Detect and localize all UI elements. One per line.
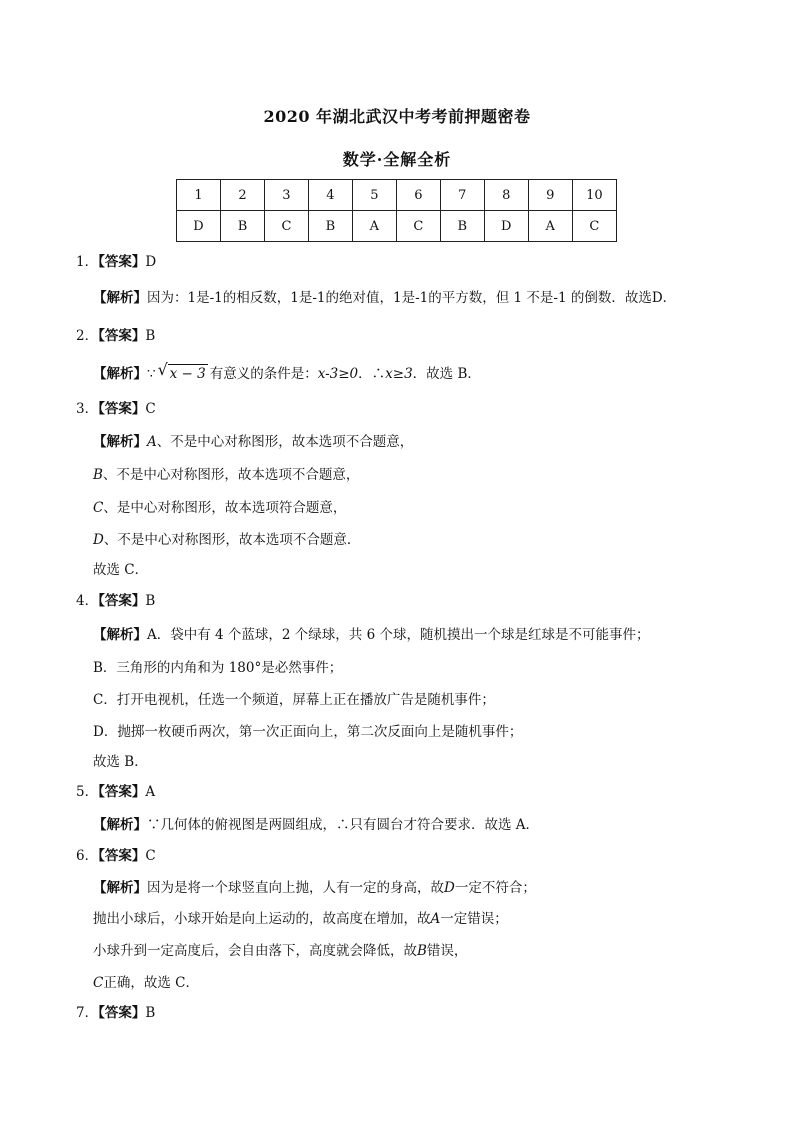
answer-label: 【答案】 — [98, 254, 146, 270]
option-letter: A — [430, 911, 441, 927]
answer-key-number-row — [177, 180, 617, 211]
inequality: x≥3 — [385, 366, 413, 382]
analysis-text: A．袋中有 4 个蓝球，2 个绿球，共 6 个球，随机摸出一个球是红球是不可能事件； — [147, 627, 650, 643]
question-number: 5． — [76, 784, 99, 800]
analysis-label: 【解析】 — [93, 880, 147, 896]
analysis-label: 【解析】 — [93, 817, 147, 833]
question-number: 7． — [76, 1005, 99, 1021]
q3-answer-line — [76, 400, 156, 418]
answer-value: C — [145, 401, 156, 417]
q4-answer-line — [76, 592, 155, 610]
q4-analysis-line: B．三角形的内角和为 180°是必然事件； — [93, 660, 343, 676]
analysis-label: 【解析】 — [93, 434, 147, 450]
option-letter: B — [93, 467, 103, 483]
document-subtitle: 数学·全解全析 — [342, 150, 452, 169]
analysis-text: 、不是中心对称图形，故本选项不合题意． — [103, 532, 361, 548]
option-letter: C — [93, 500, 104, 516]
q3-analysis-line — [93, 433, 413, 451]
analysis-text: 抛出小球后，小球开始是向上运动的，故高度在增加，故 — [93, 911, 431, 927]
answer-label: 【答案】 — [98, 848, 146, 864]
answer-value: D — [145, 254, 157, 270]
q4-analysis-line: C．打开电视机，任选一个频道，屏幕上正在播放广告是随机事件； — [93, 692, 495, 708]
q3-conclusion: 故选 C． — [93, 562, 149, 578]
q1-answer-line — [76, 253, 156, 271]
answer-label: 【答案】 — [98, 784, 146, 800]
option-letter: C — [93, 975, 104, 991]
analysis-text: 小球升到一定高度后，会自由落下，高度就会降低，故 — [93, 943, 417, 959]
q2-answer-line — [76, 327, 155, 345]
analysis-text: 有意义的条件是： — [209, 366, 318, 382]
q6-analysis-line — [93, 879, 536, 897]
answer-value: B — [145, 593, 156, 609]
q3-analysis-line — [93, 466, 359, 484]
analysis-text: 、不是中心对称图形，故本选项不合题意， — [102, 467, 360, 483]
answer-key-answer: D — [484, 211, 528, 242]
analysis-text: 一定不符合； — [454, 880, 536, 896]
answer-key-answer: C — [264, 211, 308, 242]
answer-label: 【答案】 — [98, 593, 146, 609]
analysis-label: 【解析】 — [93, 290, 147, 306]
because-symbol: ∵ — [147, 366, 156, 382]
q3-analysis-line — [93, 499, 346, 517]
answer-key-number: 3 — [264, 180, 308, 211]
q6-analysis-line — [93, 942, 467, 960]
answer-key-answer: A — [528, 211, 572, 242]
answer-key-answer: C — [396, 211, 440, 242]
answer-key-number: 1 — [177, 180, 221, 211]
question-number: 6． — [76, 848, 99, 864]
q6-answer-line — [76, 847, 156, 865]
analysis-text: 一定错误； — [440, 911, 508, 927]
analysis-text: 、是中心对称图形，故本选项符合题意， — [103, 500, 347, 516]
q5-analysis-line — [93, 816, 539, 834]
answer-key-table — [176, 179, 617, 242]
answer-key-answer: B — [308, 211, 352, 242]
answer-label: 【答案】 — [98, 401, 146, 417]
answer-key-answer: B — [220, 211, 264, 242]
answer-label: 【答案】 — [98, 328, 146, 344]
question-number: 4． — [76, 593, 99, 609]
analysis-text: ．∴ — [358, 366, 386, 382]
analysis-text: 错误， — [426, 943, 468, 959]
answer-key-number: 6 — [396, 180, 440, 211]
answer-key-number: 7 — [440, 180, 484, 211]
q1-analysis-line — [93, 289, 676, 307]
q4-analysis-line — [93, 626, 649, 644]
radical-sign-icon: √ — [157, 360, 168, 379]
analysis-label: 【解析】 — [93, 627, 147, 643]
answer-key-number: 9 — [528, 180, 572, 211]
inequality: x-3≥0 — [317, 366, 359, 382]
answer-value: B — [145, 328, 156, 344]
q3-analysis-line — [93, 531, 360, 549]
answer-key-answer: D — [177, 211, 221, 242]
answer-value: A — [145, 784, 156, 800]
option-letter: D — [93, 532, 104, 548]
analysis-text: 、不是中心对称图形，故本选项不合题意， — [156, 434, 414, 450]
radicand: x − 3 — [169, 366, 206, 382]
q4-analysis-line: D．抛掷一枚硬币两次，第一次正面向上，第二次反面向上是随机事件； — [93, 724, 523, 740]
answer-key-number: 5 — [352, 180, 396, 211]
answer-value: B — [145, 1005, 156, 1021]
q6-analysis-line — [93, 910, 508, 928]
analysis-text: 正确，故选 C． — [103, 975, 199, 991]
q6-analysis-line — [93, 974, 199, 992]
document-title: 2020 年湖北武汉中考考前押题密卷 — [263, 107, 531, 126]
analysis-label: 【解析】 — [93, 366, 147, 382]
option-letter: A — [147, 434, 157, 450]
answer-value: C — [145, 848, 156, 864]
answer-key-answer: C — [572, 211, 616, 242]
analysis-text: 因为：1是-1的相反数，1是-1的绝对值，1是-1的平方数，但 1 不是-1 的倒数．故选D． — [147, 290, 677, 306]
question-number: 2． — [76, 328, 99, 344]
q5-answer-line — [76, 783, 155, 801]
question-number: 3． — [76, 401, 99, 417]
option-letter: D — [444, 880, 455, 896]
answer-key-number: 10 — [572, 180, 616, 211]
option-letter: B — [417, 943, 427, 959]
answer-key-answer-row — [177, 211, 617, 242]
square-root-expression — [157, 360, 208, 383]
answer-key-number: 2 — [220, 180, 264, 211]
answer-key-number: 8 — [484, 180, 528, 211]
answer-key-number: 4 — [308, 180, 352, 211]
answer-key-answer: A — [352, 211, 396, 242]
analysis-text: 因为是将一个球竖直向上抛，人有一定的身高，故 — [147, 880, 444, 896]
q2-analysis-line — [93, 360, 481, 383]
q7-answer-line — [76, 1004, 155, 1022]
analysis-text: ∵几何体的俯视图是两圆组成，∴只有圆台才符合要求．故选 A． — [147, 817, 540, 833]
question-number: 1． — [76, 254, 99, 270]
answer-key-answer: B — [440, 211, 484, 242]
q4-conclusion: 故选 B． — [93, 754, 148, 770]
analysis-text: ．故选 B． — [412, 366, 481, 382]
answer-label: 【答案】 — [98, 1005, 146, 1021]
